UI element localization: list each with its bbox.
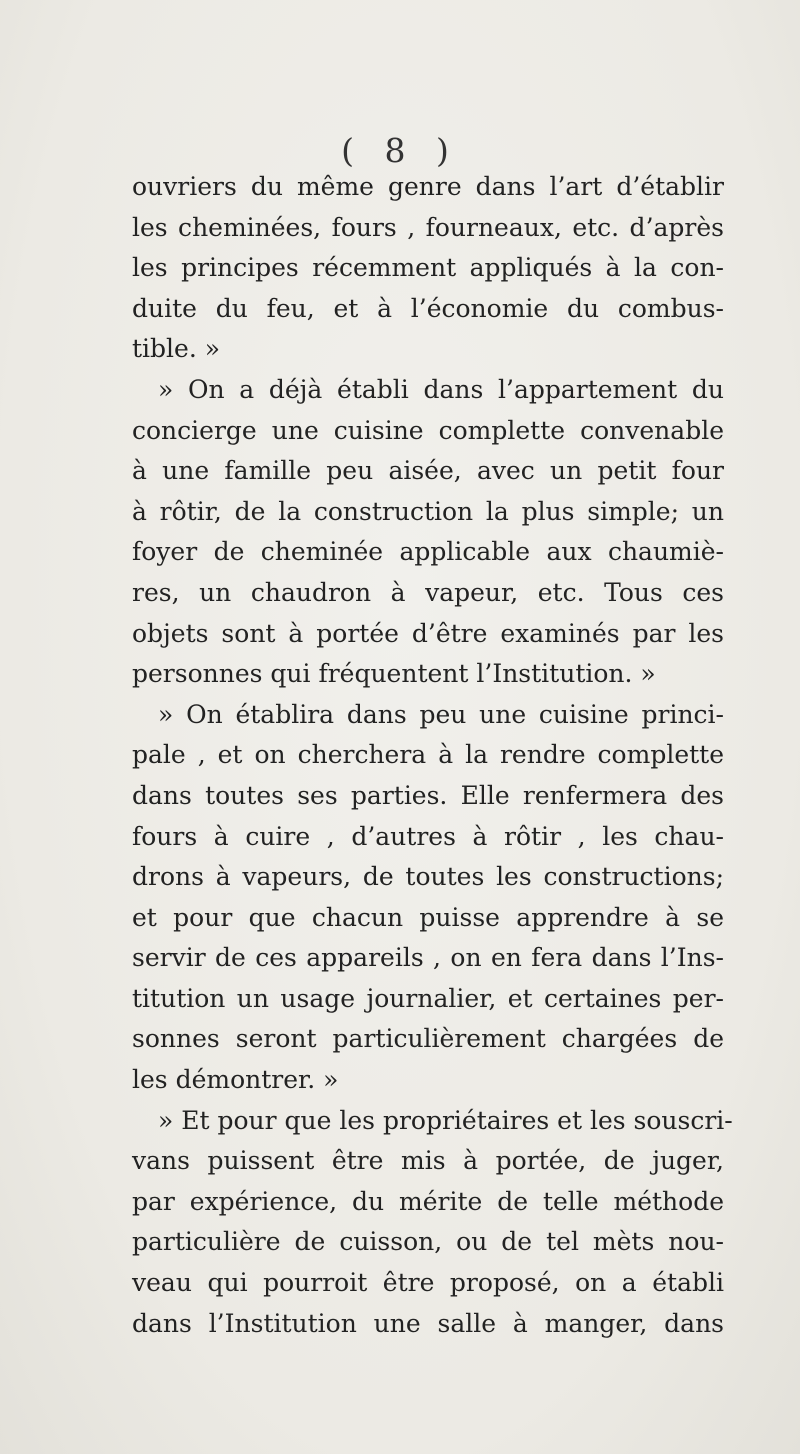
text-line: sonnes seront particulièrement chargées de xyxy=(132,1024,724,1054)
text-line: dans toutes ses parties. Elle renfermera des xyxy=(132,780,724,810)
text-line: » On a déjà établi dans l’appartement du xyxy=(158,374,724,404)
text-line: particulière de cuisson, ou de tel mèts nou- xyxy=(132,1227,724,1257)
text-line: à rôtir, de la construction la plus simple; un xyxy=(132,496,724,526)
text-line: objets sont à portée d’être examinés par les xyxy=(132,618,724,648)
text-line: » On établira dans peu une cuisine princi- xyxy=(158,699,724,729)
text-line: foyer de cheminée applicable aux chaumiè- xyxy=(132,537,724,567)
text-line: res, un chaudron à vapeur, etc. Tous ces xyxy=(132,577,724,607)
text-line: servir de ces appareils , on en fera dans l’Ins- xyxy=(132,943,724,973)
text-line: veau qui pourroit être proposé, on a établi xyxy=(132,1268,724,1298)
page-number: ( 8 ) xyxy=(341,131,459,170)
text-line: » Et pour que les propriétaires et les souscri- xyxy=(158,1105,733,1135)
text-line: tible. » xyxy=(132,334,221,364)
text-line: personnes qui fréquentent l’Institution. » xyxy=(132,659,656,689)
text-line: par expérience, du mérite de telle méthode xyxy=(132,1186,724,1216)
text-line: fours à cuire , d’autres à rôtir , les chau- xyxy=(132,821,724,851)
text-line: pale , et on cherchera à la rendre complette xyxy=(132,740,724,770)
text-line: les principes récemment appliqués à la con- xyxy=(132,253,724,283)
text-line: à une famille peu aisée, avec un petit four xyxy=(132,456,724,486)
text-line: les cheminées, fours , fourneaux, etc. d’après xyxy=(132,212,724,242)
body-text xyxy=(132,167,733,1344)
text-line: drons à vapeurs, de toutes les constructions; xyxy=(132,862,724,892)
text-line: les démontrer. » xyxy=(132,1065,339,1095)
text-line: titution un usage journalier, et certaines per- xyxy=(132,983,724,1013)
text-line: vans puissent être mis à portée, de juger, xyxy=(132,1146,724,1176)
text-line: et pour que chacun puisse apprendre à se xyxy=(132,902,724,932)
text-line: duite du feu, et à l’économie du combus- xyxy=(132,293,724,323)
text-line: ouvriers du même genre dans l’art d’établir xyxy=(132,172,724,201)
text-line: dans l’Institution une salle à manger, dans xyxy=(132,1308,724,1338)
text-line: concierge une cuisine complette convenable xyxy=(132,415,724,445)
